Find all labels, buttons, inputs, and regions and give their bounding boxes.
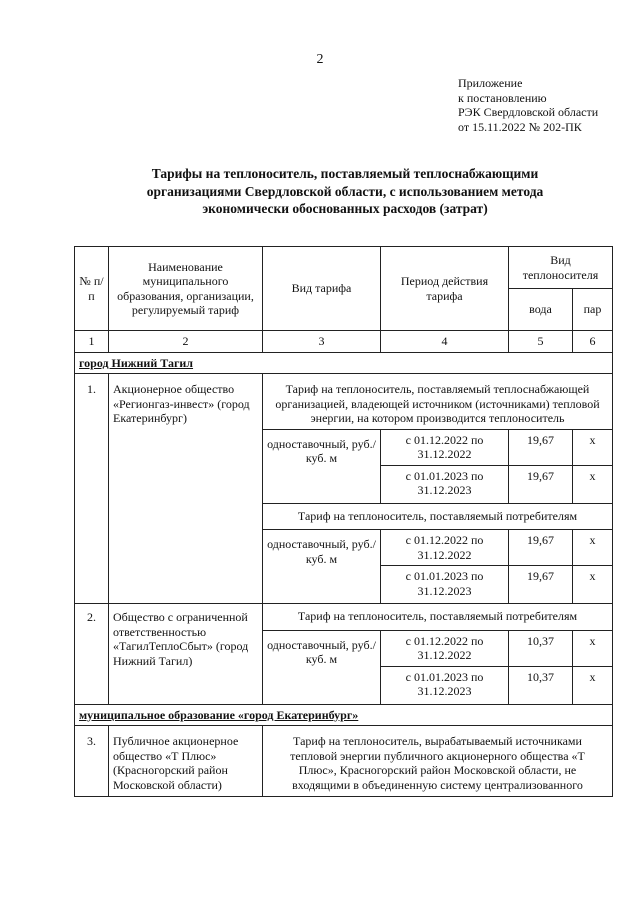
column-index: 6 — [573, 331, 613, 353]
water-value: 19,67 — [509, 530, 573, 566]
section-title: город Нижний Тагил — [75, 352, 613, 374]
column-index: 5 — [509, 331, 573, 353]
tariff-subtitle: Тариф на теплоноситель, вырабатываемый источниками тепловой энергии публичного акционерного общества «Т Плюс», Красногорский район Московской области, не входящими в объединенную систему централизованного — [263, 726, 613, 797]
row-number: 1. — [75, 374, 109, 604]
steam-value: x — [573, 666, 613, 704]
water-value: 10,37 — [509, 630, 573, 666]
period: с 01.12.2022 по 31.12.2022 — [381, 630, 509, 666]
water-value: 10,37 — [509, 666, 573, 704]
document-title — [90, 165, 600, 218]
appendix-line: Приложение — [458, 76, 523, 90]
header-name: Наименование муниципального образования, организации, регулируемый тариф — [109, 247, 263, 331]
steam-value: x — [573, 630, 613, 666]
section-row — [75, 352, 613, 374]
title-line: экономически обоснованных расходов (затрат) — [202, 201, 488, 216]
page-number: 2 — [316, 52, 324, 67]
table-row — [75, 726, 613, 797]
steam-value: x — [573, 429, 613, 465]
header-steam: пар — [573, 289, 613, 331]
tariff-table — [74, 246, 613, 797]
appendix-line: к постановлению — [458, 90, 547, 105]
water-value: 19,67 — [509, 429, 573, 465]
water-value: 19,67 — [509, 465, 573, 503]
period: с 01.01.2023 по 31.12.2023 — [381, 566, 509, 604]
appendix-line: РЭК Свердловской области — [458, 105, 599, 119]
tariff-subtitle: Тариф на теплоноситель, поставляемый потребителям — [263, 503, 613, 530]
row-number: 2. — [75, 604, 109, 705]
section-row — [75, 704, 613, 726]
title-line: Тарифы на теплоноситель, поставляемый теплоснабжающими — [151, 166, 539, 181]
tariff-subtitle: Тариф на теплоноситель, поставляемый теплоснабжающей организацией, владеющей источником (источниками) тепловой энергии, на котором производится теплоноситель — [263, 374, 613, 430]
tariff-subtitle: Тариф на теплоноситель, поставляемый потребителям — [263, 604, 613, 631]
steam-value: x — [573, 566, 613, 604]
header-carrier: Вид теплоносителя — [509, 247, 613, 289]
title-line: организациями Свердловской области, с использованием метода — [146, 183, 544, 199]
header-tariff-type: Вид тарифа — [263, 247, 381, 331]
appendix-line: от 15.11.2022 № 202-ПК — [458, 119, 582, 134]
header-water: вода — [509, 289, 573, 331]
row-number: 3. — [75, 726, 109, 797]
organization-name: Публичное акционерное общество «Т Плюс» (Красногорский район Московской области) — [109, 726, 263, 797]
organization-name: Акционерное общество «Регионгаз-инвест» (город Екатеринбург) — [109, 374, 263, 604]
column-index: 1 — [75, 331, 109, 353]
water-value: 19,67 — [509, 566, 573, 604]
column-index: 3 — [263, 331, 381, 353]
header-num: № п/п — [75, 247, 109, 331]
column-index-row — [75, 331, 613, 353]
steam-value: x — [573, 465, 613, 503]
tariff-type: одноставочный, руб./куб. м — [263, 530, 381, 604]
table-row — [75, 604, 613, 631]
period: с 01.01.2023 по 31.12.2023 — [381, 666, 509, 704]
period: с 01.01.2023 по 31.12.2023 — [381, 465, 509, 503]
organization-name: Общество с ограниченной ответственностью «ТагилТеплоСбыт» (город Нижний Тагил) — [109, 604, 263, 705]
period: с 01.12.2022 по 31.12.2022 — [381, 530, 509, 566]
column-index: 4 — [381, 331, 509, 353]
column-index: 2 — [109, 331, 263, 353]
period: с 01.12.2022 по 31.12.2022 — [381, 429, 509, 465]
header-period: Период действия тарифа — [381, 247, 509, 331]
tariff-type: одноставочный, руб./куб. м — [263, 630, 381, 704]
table-row — [75, 374, 613, 430]
appendix-block — [458, 76, 598, 134]
section-title: муниципальное образование «город Екатеринбург» — [75, 704, 613, 726]
steam-value: x — [573, 530, 613, 566]
tariff-type: одноставочный, руб./куб. м — [263, 429, 381, 503]
